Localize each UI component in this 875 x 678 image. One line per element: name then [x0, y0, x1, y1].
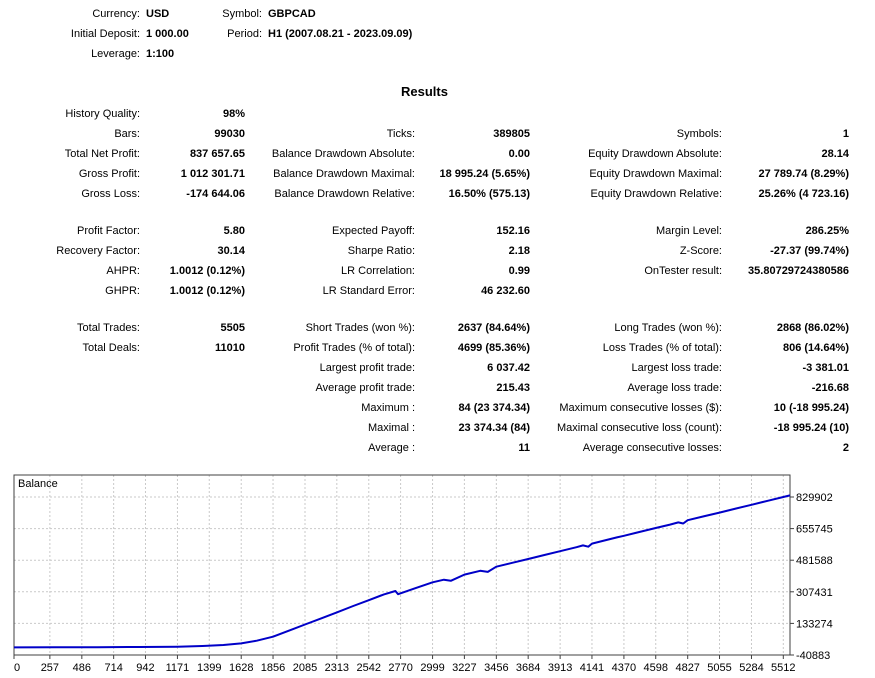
stat-label: Average consecutive losses:	[582, 442, 722, 454]
stat-value: 286.25%	[805, 225, 849, 237]
stat-value: -174 644.06	[186, 188, 245, 200]
stats-row	[0, 398, 875, 418]
currency-label: Currency:	[92, 8, 140, 20]
stat-value	[722, 281, 849, 301]
x-axis-label: 5055	[707, 662, 732, 674]
stats-row	[0, 104, 875, 124]
stats-row	[0, 221, 875, 241]
x-axis-label: 2542	[356, 662, 382, 674]
stat-value: -216.68	[811, 382, 849, 394]
stat-value: 152.16	[496, 225, 530, 237]
stat-value: 35.80729724380586	[748, 265, 849, 277]
stat-value: 5.80	[223, 225, 245, 237]
y-axis-label: 307431	[796, 586, 833, 599]
stat-label: OnTester result:	[644, 265, 722, 277]
stat-value: 2637 (84.64%)	[457, 322, 530, 334]
stat-label: Equity Drawdown Relative:	[590, 188, 722, 200]
stat-value	[722, 104, 849, 124]
symbol-value: GBPCAD	[268, 8, 316, 20]
stat-value	[140, 418, 245, 438]
symbol-label: Symbol:	[222, 8, 262, 20]
stat-label: Gross Profit:	[78, 168, 140, 180]
stat-value: 0.00	[508, 148, 530, 160]
stat-label	[245, 104, 415, 124]
stats-row	[0, 338, 875, 358]
stat-label: Average profit trade:	[315, 382, 415, 394]
x-axis-label: 3456	[484, 662, 509, 674]
balance-line	[14, 495, 790, 647]
x-axis-label: 5284	[739, 662, 764, 674]
stat-label: History Quality:	[65, 108, 140, 120]
stat-value	[140, 358, 245, 378]
report-header	[0, 0, 875, 64]
stat-label: AHPR:	[106, 265, 140, 277]
stat-label: Total Net Profit:	[64, 148, 140, 160]
stat-value: 389805	[493, 128, 530, 140]
x-axis-label: 714	[104, 662, 123, 674]
stats-row	[0, 418, 875, 438]
stat-value: 98%	[222, 108, 245, 120]
stat-value: -27.37 (99.74%)	[770, 245, 849, 257]
y-axis-label: 133274	[796, 618, 833, 631]
stat-label: GHPR:	[105, 285, 140, 297]
x-axis-label: 3227	[452, 662, 477, 674]
stat-value	[140, 438, 245, 458]
stat-label: Largest profit trade:	[319, 362, 415, 374]
stat-label: Total Deals:	[82, 342, 140, 354]
x-axis-label: 257	[40, 662, 60, 674]
y-axis-label: -40883	[796, 650, 831, 662]
stat-value: 18 995.24 (5.65%)	[439, 168, 530, 180]
stat-label: Long Trades (won %):	[614, 322, 722, 334]
stat-value: 5505	[220, 322, 245, 334]
stat-value: 11010	[215, 342, 245, 354]
x-axis-label: 1399	[197, 662, 222, 674]
stat-label	[530, 281, 722, 301]
stat-value: 27 789.74 (8.29%)	[758, 168, 849, 180]
stats-row	[0, 438, 875, 458]
stat-value: 46 232.60	[481, 285, 530, 297]
chart-series-label: Balance	[18, 478, 58, 490]
stat-value: -18 995.24 (10)	[773, 422, 849, 434]
stat-value: 1.0012 (0.12%)	[169, 285, 245, 297]
stats-row	[0, 281, 875, 301]
x-axis-label: 942	[136, 662, 155, 674]
stat-label	[530, 104, 722, 124]
stat-value	[415, 104, 530, 124]
stat-label: Profit Factor:	[77, 225, 140, 237]
stat-label: Maximum consecutive losses ($):	[559, 402, 722, 414]
stat-value: 1	[842, 128, 849, 140]
stat-value: 215.43	[496, 382, 530, 394]
stat-label: Margin Level:	[655, 225, 722, 237]
x-axis-label: 3913	[547, 662, 573, 674]
chart-frame	[14, 475, 790, 655]
stat-label: Bars:	[114, 128, 140, 140]
x-axis-label: 2999	[420, 662, 445, 674]
x-axis-label: 2313	[324, 662, 350, 674]
x-axis-label: 2770	[388, 662, 413, 674]
stat-label: Equity Drawdown Maximal:	[589, 168, 722, 180]
stat-value: 837 657.65	[189, 148, 245, 160]
stat-value: 28.14	[821, 148, 849, 160]
stat-value: -3 381.01	[802, 362, 849, 374]
stat-label: Balance Drawdown Maximal:	[273, 168, 415, 180]
x-axis-label: 5512	[771, 662, 796, 674]
stat-value: 6 037.42	[487, 362, 530, 374]
stats-row	[0, 358, 875, 378]
stats-row	[0, 241, 875, 261]
x-axis-label: 4598	[643, 662, 668, 674]
stats-row	[0, 184, 875, 204]
stat-value: 1 012 301.71	[180, 168, 245, 180]
stat-label: Gross Loss:	[81, 188, 140, 200]
stat-value: 2.18	[508, 245, 530, 257]
stat-value: 0.99	[508, 265, 530, 277]
x-axis-label: 4827	[675, 662, 700, 674]
stat-label: Symbols:	[676, 128, 722, 140]
stat-value: 4699 (85.36%)	[457, 342, 530, 354]
stat-label: Equity Drawdown Absolute:	[588, 148, 722, 160]
stat-label: LR Correlation:	[341, 265, 415, 277]
stat-label: Maximal consecutive loss (count):	[556, 422, 722, 434]
stats-row	[0, 318, 875, 338]
x-axis-label: 3684	[515, 662, 541, 674]
stat-value: 806 (14.64%)	[782, 342, 849, 354]
stat-label: Profit Trades (% of total):	[293, 342, 415, 354]
x-axis-label: 486	[72, 662, 92, 674]
stats-block	[0, 104, 875, 204]
stat-label: Balance Drawdown Relative:	[274, 188, 415, 200]
x-axis-label: 1856	[260, 662, 286, 674]
stats-row	[0, 261, 875, 281]
stat-label: Maximum :	[361, 402, 415, 414]
stat-value: 11	[518, 442, 530, 454]
stat-label	[0, 438, 140, 458]
x-axis-label: 0	[14, 662, 21, 674]
x-axis-label: 4141	[579, 662, 605, 674]
stat-label: Sharpe Ratio:	[347, 245, 415, 257]
stat-value	[140, 398, 245, 418]
stat-label: Short Trades (won %):	[305, 322, 415, 334]
period-value: H1 (2007.08.21 - 2023.09.09)	[268, 28, 413, 40]
stat-label	[0, 418, 140, 438]
y-axis-label: 481588	[796, 555, 833, 568]
stats-row	[0, 144, 875, 164]
y-axis-label: 655745	[796, 523, 833, 536]
stat-label: Loss Trades (% of total):	[602, 342, 722, 354]
stat-label	[0, 398, 140, 418]
stat-label: LR Standard Error:	[322, 285, 415, 297]
stat-value: 99030	[214, 128, 245, 140]
stats-row	[0, 164, 875, 184]
stat-value: 2	[842, 442, 849, 454]
x-axis-label: 4370	[611, 662, 637, 674]
stat-value: 2868 (86.02%)	[776, 322, 849, 334]
stat-label	[0, 378, 140, 398]
stat-value: 16.50% (575.13)	[448, 188, 530, 200]
leverage-label: Leverage:	[91, 48, 140, 60]
stat-value: 25.26% (4 723.16)	[758, 188, 849, 200]
stat-label: Maximal :	[367, 422, 415, 434]
stat-value: 30.14	[217, 245, 245, 257]
stat-value: 23 374.34 (84)	[458, 422, 530, 434]
stat-value: 84 (23 374.34)	[458, 402, 530, 414]
stat-label	[0, 358, 140, 378]
period-label: Period:	[227, 28, 262, 40]
y-axis-label: 829902	[796, 492, 833, 505]
stat-value: 1.0012 (0.12%)	[169, 265, 245, 277]
initial-deposit-value: 1 000.00	[146, 28, 189, 40]
leverage-value: 1:100	[146, 48, 175, 60]
stats-table	[0, 104, 875, 458]
x-axis-label: 1628	[228, 662, 254, 674]
stat-label: Average loss trade:	[627, 382, 722, 394]
x-axis-label: 1171	[165, 662, 190, 674]
results-title: Results	[401, 84, 448, 99]
stat-label: Z-Score:	[679, 245, 722, 257]
stat-value: 10 (-18 995.24)	[773, 402, 849, 414]
stat-value	[140, 378, 245, 398]
stats-block	[0, 221, 875, 301]
stats-row	[0, 378, 875, 398]
stat-label: Expected Payoff:	[332, 225, 415, 237]
balance-chart	[0, 470, 875, 678]
currency-value: USD	[146, 8, 170, 20]
stat-label: Balance Drawdown Absolute:	[271, 148, 415, 160]
stat-label: Average :	[368, 442, 415, 454]
stat-label: Ticks:	[386, 128, 415, 140]
initial-deposit-label: Initial Deposit:	[70, 28, 140, 40]
stats-block	[0, 318, 875, 458]
stat-label: Recovery Factor:	[56, 245, 140, 257]
stats-row	[0, 124, 875, 144]
stat-label: Total Trades:	[77, 322, 140, 334]
x-axis-label: 2085	[292, 662, 318, 674]
stat-label: Largest loss trade:	[631, 362, 722, 374]
